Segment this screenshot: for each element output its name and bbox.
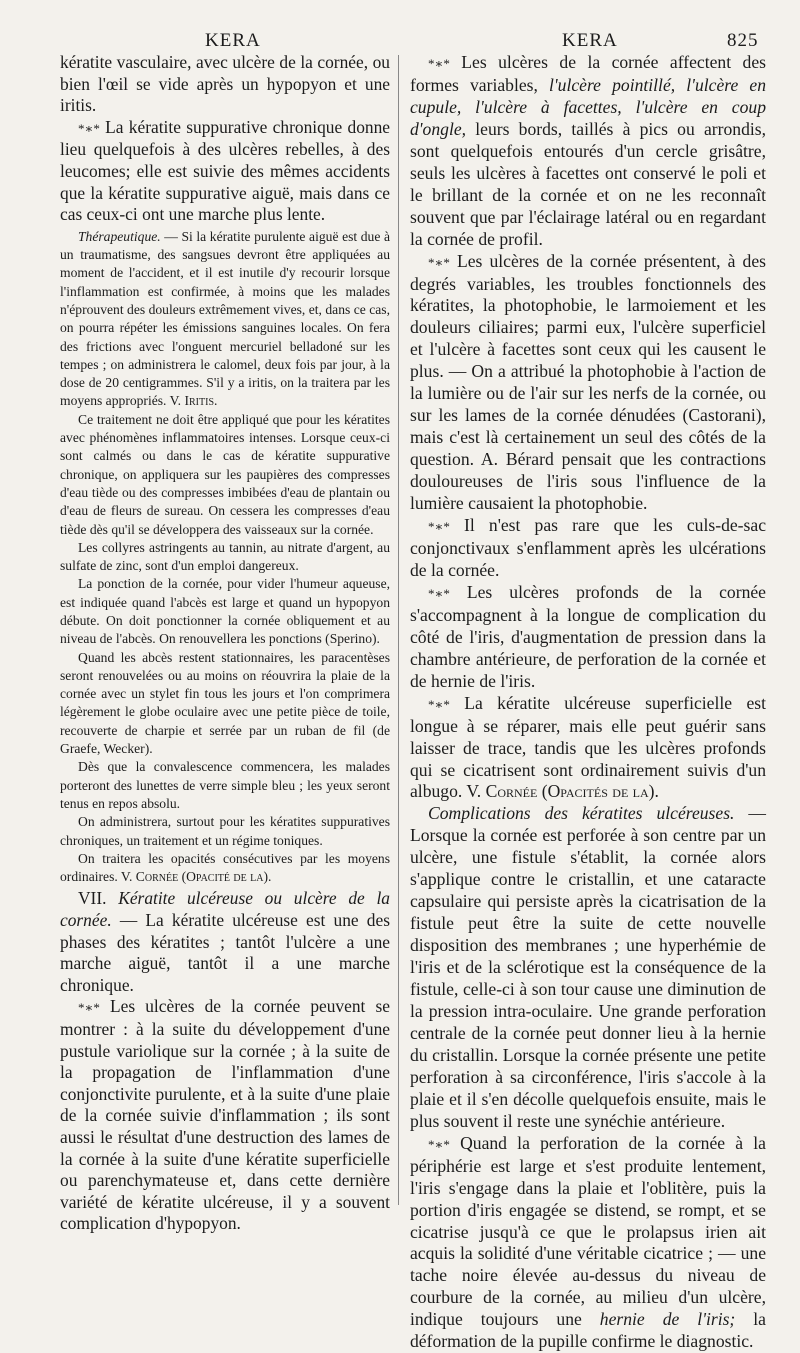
section-vii-heading: VII. Kératite ulcéreuse ou ulcère de la cornée. — La kératite ulcéreuse est une des phases des kératites ; tantôt l'ulcère a une marche aiguë, tantôt il a une marche chronique.: [60, 888, 390, 995]
right-column: [410, 52, 766, 1353]
complications-title: Complications des kératites ulcéreuses.: [428, 803, 735, 824]
page-number: 825: [727, 30, 759, 51]
asterism-icon: *∗*: [428, 519, 450, 535]
cornee-opacites-reference: Cornée (Opacités de la).: [485, 781, 659, 802]
right-paragraph-3: *∗* Il n'est pas rare que les culs-de-sac conjonctivaux s'enflamment après les ulcérations de la cornée.: [410, 515, 766, 580]
right-paragraph-2: *∗* Les ulcères de la cornée présentent, à des degrés variables, les troubles fonctionnels des kératites, la photophobie, le larmoiement et les douleurs ciliaires; parmi eux, l'ulcère superficiel et l'ulcère à facettes sont ceux qui les causent le plus. — On a attribué la photophobie à l'action de la lumière ou de l'air sur les nerfs de la cornée, ou sur les lames de la cornée dénudées (Castorani), mais c'est là certainement un seul des côtés de la question. A. Bérard pensait que les contractions douloureuses de l'iris sous l'influence de la lumière causaient la photophobie.: [410, 250, 766, 514]
cornee-reference: Cornée (Opacité de la).: [135, 869, 272, 885]
iritis-reference: Iritis.: [184, 393, 218, 409]
left-paragraph-1: kératite vasculaire, avec ulcère de la cornée, ou bien l'œil se vide après un hypopyon et une iritis.: [60, 52, 390, 116]
left-paragraph-10: On traitera les opacités consécutives par les moyens ordinaires. V. Cornée (Opacité de la).: [60, 850, 390, 885]
left-paragraph-therapeutique: Thérapeutique. — Si la kératite purulente aiguë est due à un traumatisme, des sangsues devront être appliquées au moment de l'accident, et il est inutile d'y recourir lorsque l'inflammation est confirmée, à moins que les malades n'éprouvent des douleurs extrêmement vives, et, dans ce cas, on pourra répéter les émissions sanguines locales. On fera des frictions avec l'onguent mercuriel belladoné sur les tempes ; on administrera le calomel, deux fois par jour, à la dose de 20 centigrammes. S'il y a iritis, on la traitera par les moyens appropriés. V. Iritis.: [60, 228, 390, 409]
complications-paragraph: Complications des kératites ulcéreuses. — Lorsque la cornée est perforée à son centre par un ulcère, une fistule s'établit, la cornée alors s'applique contre le cristallin, et une cataracte capsulaire qui persiste après la cicatrisation de la fistule peut être la suite de cette nouvelle disposition des membranes ; une hyperhémie de l'iris et de la sclérotique est la conséquence de la fistule, celle-ci à son tour cause une diminution de la pression intra-oculaire. Une grande perforation centrale de la cornée peut donner lieu à la hernie du cristallin. Lorsque la cornée présente une petite perforation à sa circonférence, l'iris s'accole à la plaie et il s'en décolle quelquefois ensuite, mais le plus souvent il reste une synéchie antérieure.: [410, 803, 766, 1131]
asterism-icon: *∗*: [428, 56, 450, 71]
asterism-icon: *∗*: [428, 254, 450, 270]
asterism-icon: *∗*: [78, 120, 100, 136]
asterism-icon: *∗*: [428, 1136, 450, 1152]
left-paragraph-6: La ponction de la cornée, pour vider l'humeur aqueuse, est indiquée quand l'abcès est large et quand un hypopyon débute. On doit ponctionner la cornée obliquement et au niveau de l'abcès. On renouvellera les ponctions (Sperino).: [60, 576, 390, 647]
section-title: Kératite ulcéreuse ou ulcère de la cornée.: [60, 888, 390, 931]
section-number: VII.: [78, 888, 107, 909]
left-paragraph-8: Dès que la convalescence commencera, les malades porteront des lunettes de verre simple bleu ; les yeux seront tenus en repos absolu.: [60, 759, 390, 811]
column-divider: [398, 55, 399, 1205]
right-paragraph-4: *∗* Les ulcères profonds de la cornée s'accompagnent à la longue de complication du côté de l'iris, d'augmentation de pression dans la chambre antérieure, de perforation de la cornée et de hernie de l'iris.: [410, 581, 766, 691]
left-paragraph-4: Ce traitement ne doit être appliqué que pour les kératites avec phénomènes inflammatoires intenses. Lorsque ceux-ci sont calmés ou dans le cas de kératite suppurative chronique, on appliquera sur les paupières des compresses d'eau tiède ou des compresses imbibées d'eau de plantain ou d'eau de fleurs de sureau. On cessera les compresses d'eau tiède dès qu'il se développera des vaisseaux sur la cornée.: [60, 411, 390, 537]
left-column: [60, 52, 390, 1235]
left-paragraph-9: On administrera, surtout pour les kératites suppuratives chroniques, un traitement et un régime toniques.: [60, 814, 390, 848]
therapeutique-label: Thérapeutique.: [78, 228, 161, 244]
asterism-icon: *∗*: [428, 585, 450, 601]
running-head-right: KERA: [562, 30, 618, 51]
left-paragraph-2: *∗* La kératite suppurative chronique donne lieu quelquefois à des ulcères rebelles, à des leucomes; elle est suivie des mêmes accidents que la kératite suppurative aiguë, mais dans ce cas ceux-ci ont une marche plus lente.: [60, 116, 391, 225]
left-paragraph-7: Quand les abcès restent stationnaires, les paracentèses seront renouvelées ou au moins on réouvrira la plaie de la cornée avec un stylet fin tous les jours et l'on comprimera légèrement le globe oculaire avec une petite pièce de toile, recouverte de charpie et serrée par un ruban de fil (de Graefe, Wecker).: [60, 649, 390, 757]
left-paragraph-12: *∗* Les ulcères de la cornée peuvent se montrer : à la suite du développement d'une pustule variolique sur la cornée ; à la suite de la propagation de l'inflammation d'une conjonctivite purulente, et à la suite d'une plaie de la cornée suivie d'inflammation ; ils sont aussi le résultat d'une destruction des lames de la cornée à la suite d'une kératite superficielle ou parenchymateuse et, dans cette dernière variété de kératite ulcéreuse, il y a souvent complication d'hypopyon.: [60, 996, 390, 1234]
asterism-icon: *∗*: [428, 696, 450, 712]
asterism-icon: *∗*: [78, 1000, 100, 1016]
running-head-left: KERA: [205, 30, 261, 51]
right-paragraph-7: *∗* Quand la perforation de la cornée à la périphérie est large et s'est produite lentement, l'iris s'engage dans la plaie et l'oblitère, puis la portion d'iris engagée se distend, se rompt, et se cicatrise jusqu'à ce que le prolapsus irien ait acquis la solidité d'une véritable cicatrice ; — une tache noire élevée au-dessus du niveau de courbure de la cornée, au milieu d'un ulcère, indique toujours une hernie de l'iris; la déformation de la pupille confirme le diagnostic.: [410, 1132, 766, 1352]
right-paragraph-5: *∗* La kératite ulcéreuse superficielle est longue à se réparer, mais elle peut guérir sans laisser de trace, tandis que les ulcères profonds qui se cicatrisent sont ordinairement suivis d'un albugo. V. Cornée (Opacités de la).: [410, 692, 766, 802]
right-paragraph-1: *∗* Les ulcères de la cornée affectent des formes variables, l'ulcère pointillé, l'ulcère en cupule, l'ulcère à facettes, l'ulcère en coup d'ongle, leurs bords, taillés à pics ou arrondis, sont quelquefois entourés d'un cercle grisâtre, seuls les ulcères à facettes ont conservé le poli et le brillant de la cornée et on ne les reconnaît souvent que par l'éclairage latéral ou en regardant la cornée de profil.: [410, 52, 767, 249]
left-paragraph-5: Les collyres astringents au tannin, au nitrate d'argent, au sulfate de zinc, sont d'un emploi dangereux.: [60, 539, 390, 574]
